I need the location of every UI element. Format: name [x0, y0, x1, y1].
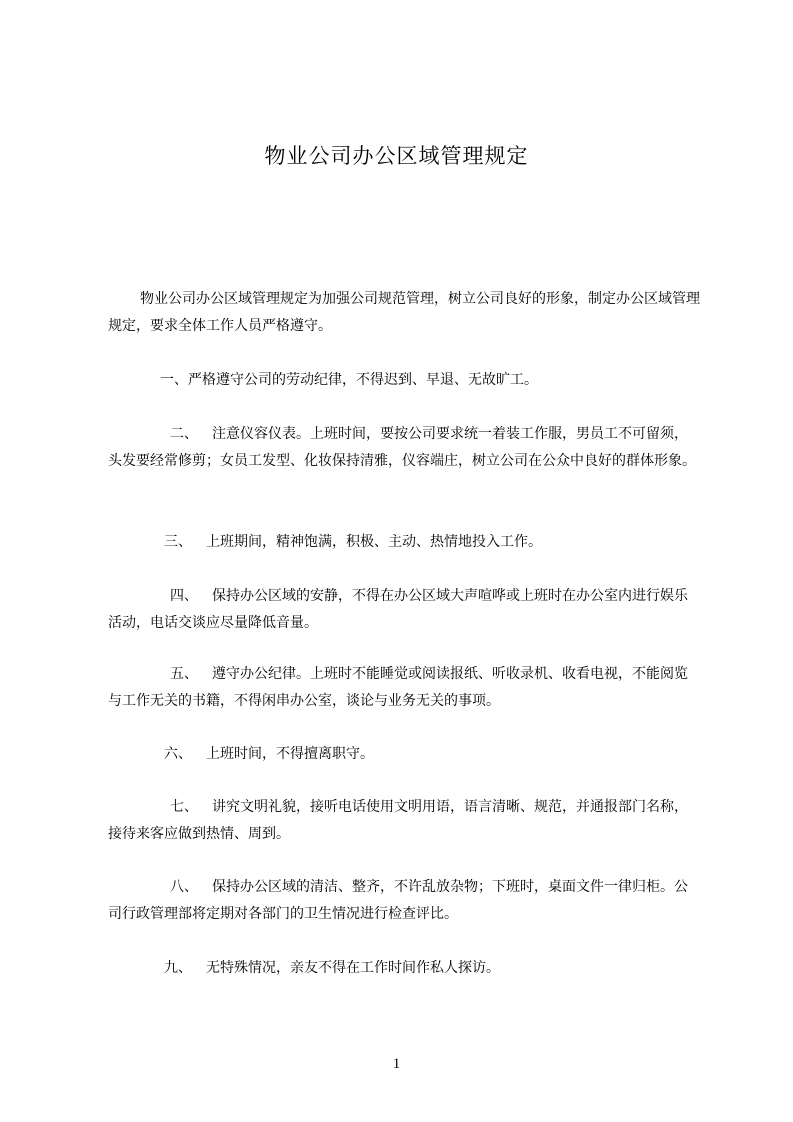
rule-5 [108, 661, 700, 715]
rule-3 [108, 529, 700, 556]
rule-1 [108, 367, 700, 394]
rule-text: 遵守办公纪律。上班时不能睡觉或阅读报纸、听收录机、收看电视，不能阅览与工作无关的书籍，不得闲串办公室，谈论与业务无关的事项。 [108, 666, 688, 709]
rule-7 [108, 794, 700, 848]
rule-text: 保持办公区域的清洁、整齐，不许乱放杂物；下班时，桌面文件一律归柜。公司行政管理部将定期对各部门的卫生情况进行检查评比。 [108, 879, 688, 922]
rule-number: 一、 [160, 372, 188, 388]
page-number: 1 [392, 1056, 401, 1072]
rule-6 [108, 741, 700, 768]
rule-8 [108, 874, 700, 928]
rule-number: 三、 [164, 534, 192, 550]
intro-paragraph: 物业公司办公区域管理规定为加强公司规范管理，树立公司良好的形象，制定办公区域管理规定，要求全体工作人员严格遵守。 [108, 291, 700, 334]
rule-text: 严格遵守公司的劳动纪律，不得迟到、早退、无故旷工。 [188, 372, 538, 388]
rule-number: 六、 [164, 746, 192, 762]
rule-text: 上班期间，精神饱满，积极、主动、热情地投入工作。 [206, 534, 542, 550]
rule-number: 四、 [170, 588, 198, 604]
rule-number: 七、 [170, 799, 198, 815]
document-title: 物业公司办公区域管理规定 [264, 144, 529, 168]
rule-text: 无特殊情况，亲友不得在工作时间作私人探访。 [206, 960, 500, 976]
rule-9 [108, 955, 700, 982]
rule-text: 上班时间，不得擅离职守。 [206, 746, 374, 762]
rule-text: 保持办公区域的安静，不得在办公区域大声喧哗或上班时在办公室内进行娱乐活动，电话交谈应尽量降低音量。 [108, 588, 688, 631]
rule-2 [108, 421, 700, 475]
rule-number: 二、 [170, 426, 198, 442]
rule-number: 五、 [170, 666, 198, 682]
rule-number: 九、 [164, 960, 192, 976]
rule-4 [108, 583, 700, 637]
rule-text: 注意仪容仪表。上班时间，要按公司要求统一着装工作服，男员工不可留须，头发要经常修剪；女员工发型、化妆保持清雅，仪容端庄，树立公司在公众中良好的群体形象。 [108, 426, 696, 469]
rule-number: 八、 [170, 879, 198, 895]
rule-text: 讲究文明礼貌，接听电话使用文明用语，语言清晰、规范，并通报部门名称，接待来客应做到热情、周到。 [108, 799, 688, 842]
